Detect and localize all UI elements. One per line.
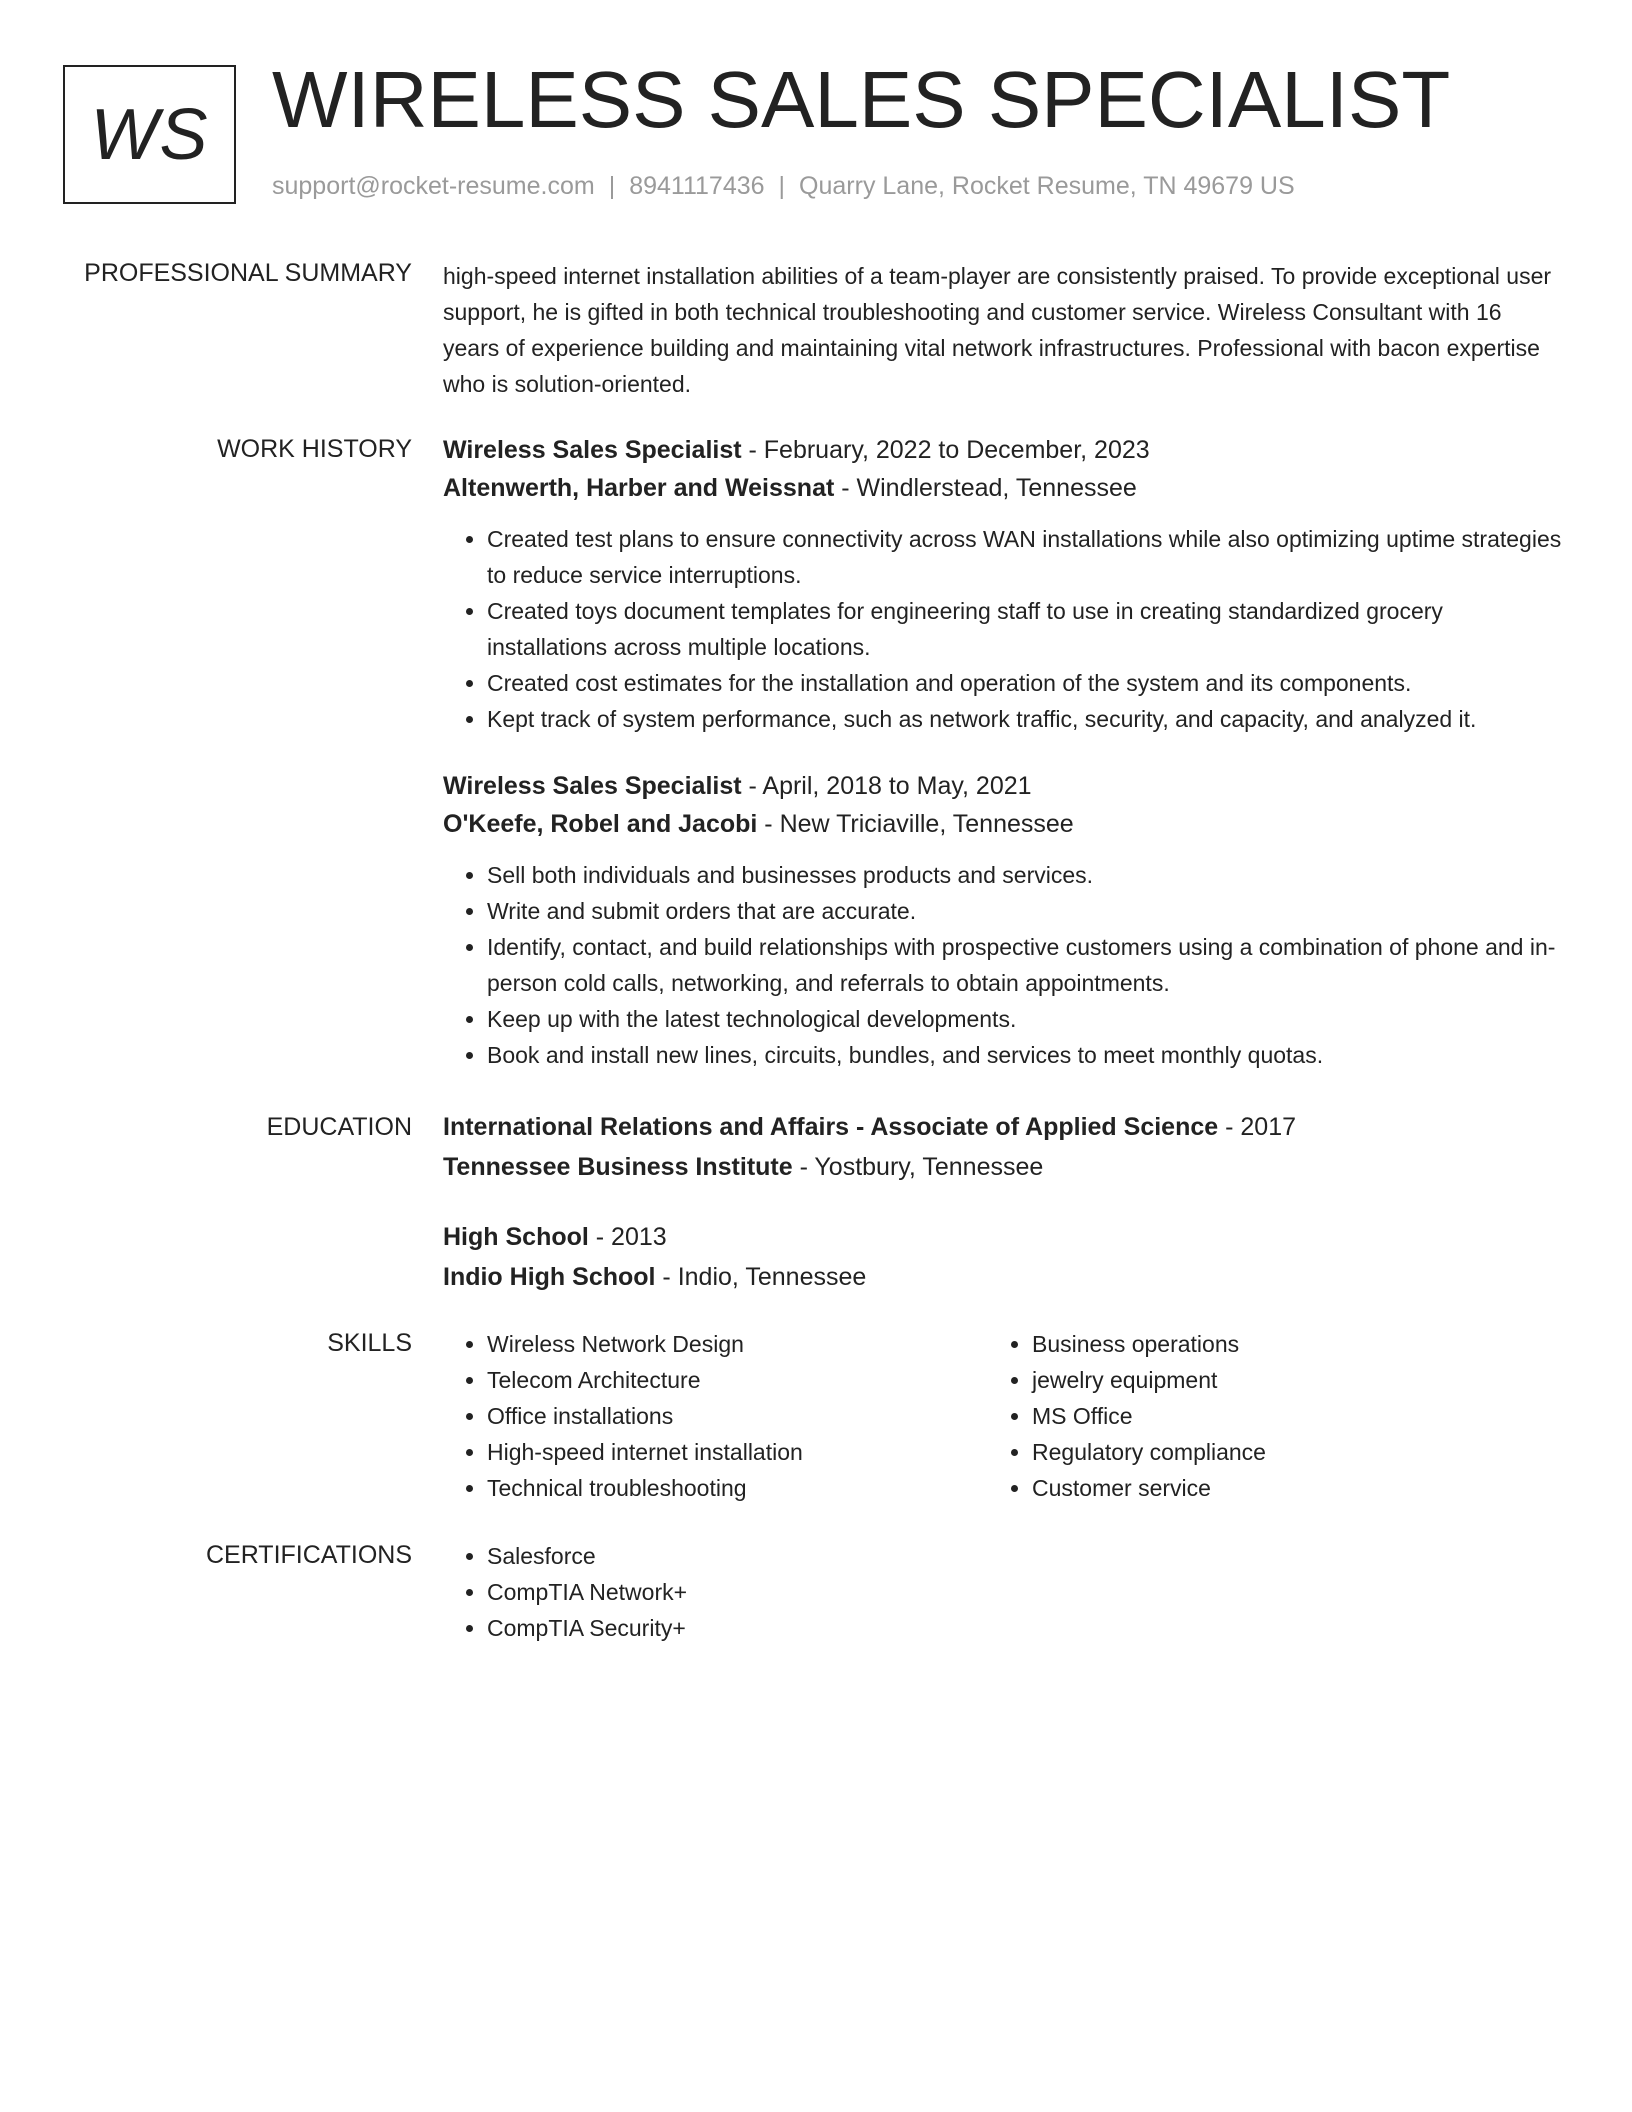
skill-item: • Telecom Architecture xyxy=(487,1362,987,1398)
job-bullet: • Book and install new lines, circuits, bundles, and services to meet monthly quotas. xyxy=(487,1037,1563,1073)
job-location: - Windlerstead, Tennessee xyxy=(834,474,1137,502)
certification-item: • Salesforce xyxy=(487,1538,1563,1574)
job-entry xyxy=(443,431,1563,737)
skill-item: • Regulatory compliance xyxy=(1032,1434,1532,1470)
skill-item: • High-speed internet installation xyxy=(487,1434,987,1470)
education-degree-line xyxy=(443,1107,1563,1147)
job-title-line xyxy=(443,767,1563,805)
skill-item: • Technical troubleshooting xyxy=(487,1470,987,1506)
education-school: Indio High School xyxy=(443,1263,656,1291)
skill-item: • Wireless Network Design xyxy=(487,1326,987,1362)
contact-phone: 8941117436 xyxy=(629,172,765,200)
education-entry xyxy=(443,1107,1563,1187)
certifications-heading: CERTIFICATIONS xyxy=(205,1541,412,1569)
job-bullet: • Kept track of system performance, such as network traffic, security, and capacity, and analyzed it. xyxy=(487,701,1563,737)
job-bullet-list xyxy=(443,857,1563,1073)
job-bullet: • Created cost estimates for the installation and operation of the system and its components. xyxy=(487,665,1563,701)
skill-item: • MS Office xyxy=(1032,1398,1532,1434)
job-company-line xyxy=(443,805,1563,843)
skills-list-right xyxy=(988,1326,1532,1506)
job-dates: - April, 2018 to May, 2021 xyxy=(741,772,1032,800)
job-bullet: • Identify, contact, and build relationships with prospective customers using a combination of phone and in-person cold calls, networking, and referrals to obtain appointments. xyxy=(487,929,1563,1001)
job-company: Altenwerth, Harber and Weissnat xyxy=(443,474,835,502)
education-school-line xyxy=(443,1257,1563,1297)
job-location: - New Triciaville, Tennessee xyxy=(757,810,1074,838)
monogram-logo: WS xyxy=(63,65,236,204)
education-school-line xyxy=(443,1147,1563,1187)
contact-separator: | xyxy=(778,172,786,200)
job-dates: - February, 2022 to December, 2023 xyxy=(741,436,1150,464)
education-location: - Yostbury, Tennessee xyxy=(792,1153,1044,1181)
job-company: O'Keefe, Robel and Jacobi xyxy=(443,810,758,838)
summary-heading: PROFESSIONAL SUMMARY xyxy=(84,259,412,287)
work-history-heading: WORK HISTORY xyxy=(217,435,412,463)
job-bullet: • Created test plans to ensure connectivity across WAN installations while also optimizing uptime strategies to reduce service interruptions. xyxy=(487,521,1563,593)
summary-body xyxy=(443,258,1563,402)
skills-list-left xyxy=(443,1326,987,1506)
skill-item: • jewelry equipment xyxy=(1032,1362,1532,1398)
education-school: Tennessee Business Institute xyxy=(443,1153,793,1181)
skills-columns xyxy=(443,1326,1563,1506)
education-body xyxy=(443,1107,1563,1327)
skill-item: • Business operations xyxy=(1032,1326,1532,1362)
contact-line xyxy=(272,172,1295,201)
job-bullet: • Created toys document templates for engineering staff to use in creating standardized grocery installations across multiple locations. xyxy=(487,593,1563,665)
contact-separator: | xyxy=(608,172,616,200)
job-title-line xyxy=(443,431,1563,469)
education-degree: High School xyxy=(443,1223,589,1251)
candidate-name: WIRELESS SALES SPECIALIST xyxy=(272,55,1451,144)
education-entry xyxy=(443,1217,1563,1297)
skill-item: • Office installations xyxy=(487,1398,987,1434)
job-bullet-list xyxy=(443,521,1563,737)
skill-item: • Customer service xyxy=(1032,1470,1532,1506)
education-year: - 2017 xyxy=(1218,1113,1297,1141)
contact-address: Quarry Lane, Rocket Resume, TN 49679 US xyxy=(799,172,1295,200)
contact-email: support@rocket-resume.com xyxy=(272,172,595,200)
job-entry xyxy=(443,767,1563,1073)
education-degree-line xyxy=(443,1217,1563,1257)
certification-item: • CompTIA Security+ xyxy=(487,1610,1563,1646)
education-degree: International Relations and Affairs - Associate of Applied Science xyxy=(443,1113,1219,1141)
education-heading: EDUCATION xyxy=(266,1113,412,1141)
certification-item: • CompTIA Network+ xyxy=(487,1574,1563,1610)
education-location: - Indio, Tennessee xyxy=(655,1263,867,1291)
certifications-list xyxy=(443,1538,1563,1646)
certifications-body xyxy=(443,1538,1563,1646)
job-bullet: • Write and submit orders that are accurate. xyxy=(487,893,1563,929)
work-history-body xyxy=(443,431,1563,1103)
skills-body xyxy=(443,1326,1563,1506)
job-role: Wireless Sales Specialist xyxy=(443,772,742,800)
education-year: - 2013 xyxy=(588,1223,667,1251)
skills-heading: SKILLS xyxy=(327,1329,412,1357)
job-role: Wireless Sales Specialist xyxy=(443,436,742,464)
job-bullet: • Sell both individuals and businesses products and services. xyxy=(487,857,1563,893)
job-company-line xyxy=(443,469,1563,507)
job-bullet: • Keep up with the latest technological developments. xyxy=(487,1001,1563,1037)
summary-text: high-speed internet installation abilities of a team-player are consistently praised. To provide exceptional user support, he is gifted in both technical troubleshooting and customer service. Wireless Consultant with 16 years of experience building and maintaining vital network infrastructures. Professional with bacon expertise who is solution-oriented. xyxy=(443,263,1552,397)
